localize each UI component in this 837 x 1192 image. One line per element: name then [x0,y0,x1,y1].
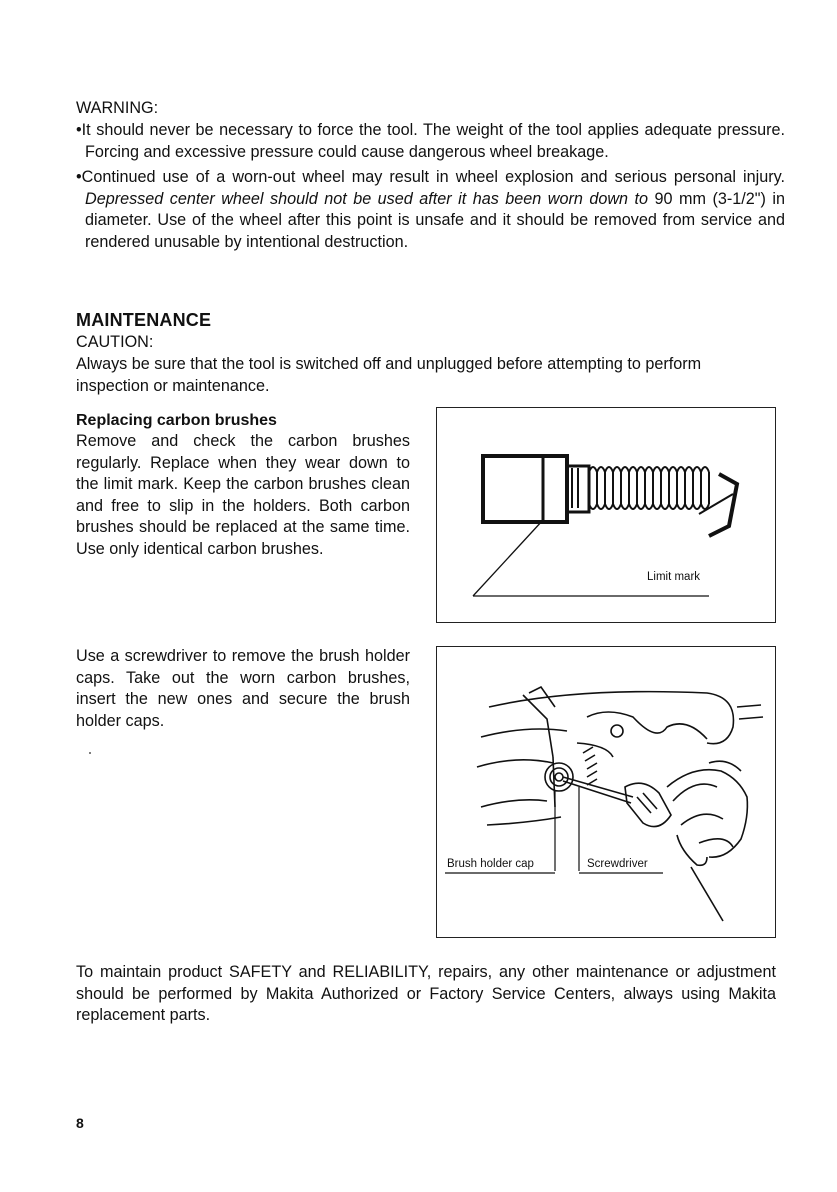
caution-text: Always be sure that the tool is switched off and unplugged before attempting to perform inspection or maintenance. [76,355,702,395]
page-number: 8 [76,1115,84,1131]
screwdriver-label: Screwdriver [587,858,648,870]
warning-heading: WARNING: [76,99,159,117]
screwdriver-text: Use a screwdriver to remove the brush holder caps. Take out the worn carbon brushes, insert the new ones and secure the brush holder caps. [76,647,410,730]
carbon-brush-illustration [437,408,774,621]
tool-screwdriver-illustration [437,647,774,936]
caution-label: CAUTION: [76,333,154,351]
warning-bullet-1: •It should never be necessary to force the tool. The weight of the tool applies adequate pressure. Forcing and excessive pressure could cause dangerous wheel breakage. [76,121,785,161]
tool-screwdriver-figure [436,646,776,938]
replacing-heading: Replacing carbon brushes [76,412,277,429]
maintenance-title: MAINTENANCE [76,310,212,330]
limit-mark-label: Limit mark [647,571,701,583]
warning-bullet-2 [76,167,785,253]
warning-bullet-2-text: •Continued use of a worn-out wheel may result in wheel explosion and serious personal injury. [76,168,785,186]
brush-holder-cap-label: Brush holder cap [447,858,534,870]
warning-bullet-2-end: 90 mm (3-1/2") in diameter. Use of the wheel after this point is unsafe and it should be removed from service and rendered unusable by intentional destruction. [85,189,785,251]
carbon-brush-figure [436,407,776,623]
replacing-text: Remove and check the carbon brushes regularly. Replace when they wear down to the limit mark. Keep the carbon brushes clean and free to slip in the holders. Both carbon brushes should be replaced at the same time. Use only identical carbon brushes. [76,432,410,558]
stray-dot [89,752,91,754]
service-notice: To maintain product SAFETY and RELIABILITY, repairs, any other maintenance or adjustment should be performed by Makita Authorized or Factory Service Centers, always using Makita replacement parts. [76,963,776,1025]
warning-bullet-2-italic: Depressed center wheel should not be used after it has been worn down to [85,189,649,208]
